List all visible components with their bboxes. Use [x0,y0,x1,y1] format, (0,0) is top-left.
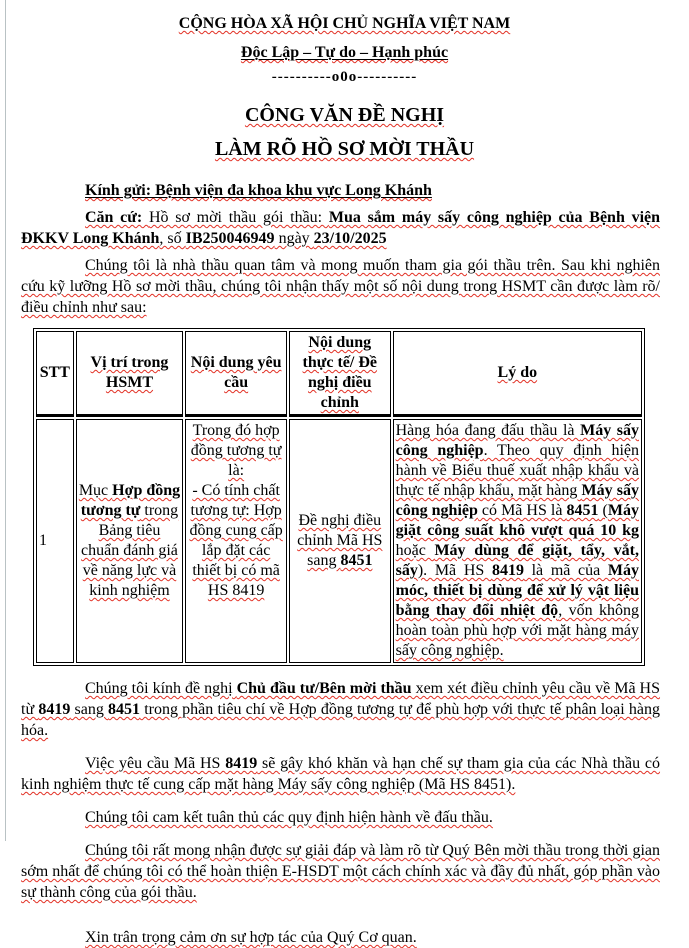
document-title-line2: LÀM RÕ HỒ SƠ MỜI THẦU [214,138,475,160]
recipient-text: Kính gửi: Bệnh viện đa khoa khu vực Long Khánh [85,182,432,199]
cell-reason: Hàng hóa đang đấu thầu là Máy sấy công nghiệp. Theo quy định hiện hành về Biểu thuế xuất nhập khẩu và thực tế nhập khẩu, mặt hàng Máy sấy công nghiệp có Mã HS là 8451 (Máy giặt công suất khô vượt quá 10 kg hoặc Máy dùng để giặt, tẩy, vắt, sấy). Mã HS 8419 là mã của Máy móc, thiết bị dùng để xử lý vật liệu bằng thay đổi nhiệt độ, vốn không hoàn toàn phù hợp với mặt hàng máy sấy công nghiệp. [393,419,642,663]
requirement-line1: Trong đó hợp đồng tương tự là: [190,422,282,479]
col-header-proposal: Nội dung thực tế/ Đề nghị điều chỉnh [289,331,391,417]
clarification-table [33,328,645,666]
col-header-reason: Lý do [393,331,642,417]
table-header-row [36,331,642,417]
motto-text: Độc Lập – Tự do – Hạnh phúc [240,44,449,61]
intro-paragraph: Chúng tôi là nhà thầu quan tâm và mong muốn tham gia gói thầu trên. Sau khi nghiên cứu kỹ lưỡng Hồ sơ mời thầu, chúng tôi nhận thấy một số nội dung trong HSMT cần được làm rõ/điều chỉnh như sau: [21,257,660,316]
recipient-line [21,180,660,201]
document-title-line1: CÔNG VĂN ĐỀ NGHỊ [244,104,445,126]
basis-paragraph: Căn cứ: Hồ sơ mời thầu gói thầu: Mua sắm máy sấy công nghiệp của Bệnh viện ĐKKV Long Khánh, số IB250046949 ngày 23/10/2025 [21,209,661,247]
closing-paragraph-2: Việc yêu cầu Mã HS 8419 sẽ gây khó khăn và hạn chế sự tham gia của các Nhà thầu có kinh nghiệm thực tế cung cấp mặt hàng Máy sấy công nghiệp (Mã HS 8451). [21,755,661,793]
closing-paragraph-5: Xin trân trọng cảm ơn sự hợp tác của Quý Cơ quan. [85,929,417,946]
national-title: CỘNG HÒA XÃ HỘI CHỦ NGHĨA VIỆT NAM [178,15,511,32]
requirement-line2: - Có tính chất tương tự: Hợp đồng cung cấp lắp đặt các thiết bị có mã HS 8419 [189,482,283,599]
col-header-stt: STT [36,331,74,417]
col-header-position: Vị trí trong HSMT [76,331,184,417]
ornament-divider: ----------o0o---------- [271,69,418,85]
closing-paragraph-3: Chúng tôi cam kết tuân thủ các quy định hiện hành về đấu thầu. [85,809,493,826]
national-motto [0,44,689,62]
table-row [36,419,642,663]
closing-paragraph-4: Chúng tôi rất mong nhận được sự giải đáp và làm rõ từ Quý Bên mời thầu trong thời gian sớm nhất để chúng tôi có thể hoàn thiện E-HSDT một cách chính xác và đầy đủ nhất, góp phần vào sự thành công của gói thầu. [21,842,660,901]
cell-proposal: Đề nghị điều chỉnh Mã HS sang 8451 [289,419,391,663]
cell-requirement [185,419,287,663]
closing-paragraph-1: Chúng tôi kính đề nghị Chủ đầu tư/Bên mời thầu xem xét điều chỉnh yêu cầu về Mã HS từ 8419 sang 8451 trong phần tiêu chí về Hợp đồng tương tự để phù hợp với thực tế phân loại hàng hóa. [21,680,661,739]
cell-position: Mục Hợp đồng tương tự trong Bảng tiêu chuẩn đánh giá về năng lực và kinh nghiệm [76,419,184,663]
cell-stt: 1 [36,419,74,663]
window-edge-line [5,0,6,841]
col-header-requirement: Nội dung yêu cầu [185,331,287,417]
